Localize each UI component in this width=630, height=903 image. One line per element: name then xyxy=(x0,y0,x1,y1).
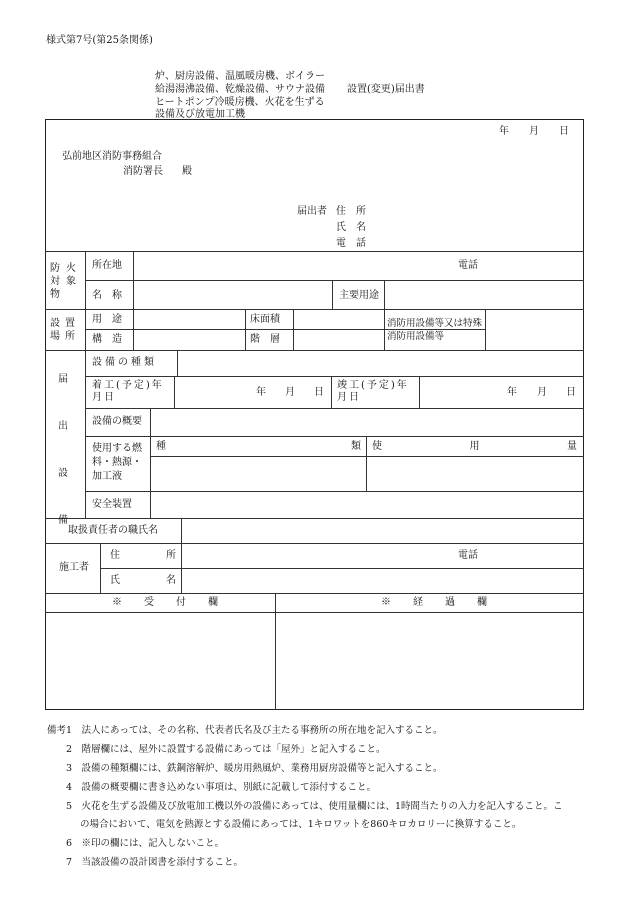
rule xyxy=(275,593,276,710)
rule xyxy=(419,376,420,408)
note-3: 3 設備の種類欄には、鉄鋼溶解炉、暖房用熱風炉、業務用厨房設備等と記入すること。 xyxy=(66,763,443,774)
title-line-4: 設備及び放電加工機 xyxy=(155,109,245,120)
contractor-name: 氏 名 xyxy=(110,575,176,586)
rule xyxy=(45,309,584,310)
rule xyxy=(45,518,584,519)
contractor-label: 施工者 xyxy=(59,562,89,573)
note-7: 7 当該設備の設計図書を添付すること。 xyxy=(66,857,244,868)
equipment-overview: 設備の概要 xyxy=(92,416,142,427)
start-day: 日 xyxy=(314,387,324,398)
rule xyxy=(177,350,178,376)
rule xyxy=(150,456,584,457)
property-name: 名 称 xyxy=(92,290,122,301)
rule xyxy=(45,543,584,544)
rule xyxy=(245,309,246,350)
completion-date-label: 竣工(予定)年月日 xyxy=(337,380,409,403)
location-fire-equipment: 消防用設備等又は特殊消防用設備等 xyxy=(387,318,483,342)
rule xyxy=(150,491,151,518)
rule xyxy=(45,350,584,351)
completion-month: 月 xyxy=(537,387,547,398)
start-year: 年 xyxy=(256,387,266,398)
start-month: 月 xyxy=(285,387,295,398)
rule xyxy=(293,309,294,350)
location-label: 設置場所 xyxy=(50,318,80,342)
note-1: 備考1 法人にあっては、その名称、代表者氏名及び主たる事務所の所在地を記入すること。 xyxy=(47,725,443,736)
recipient-org: 弘前地区消防事務組合 xyxy=(62,151,162,162)
rule xyxy=(332,280,333,309)
rule xyxy=(85,251,86,518)
rule xyxy=(181,543,182,593)
reception-column: ※ 受 付 欄 xyxy=(112,597,224,608)
completion-year: 年 xyxy=(507,387,517,398)
location-floor-area: 床面積 xyxy=(250,314,280,325)
rule xyxy=(45,251,584,252)
notification-label: 届出設備 xyxy=(58,374,68,526)
title-line-2: 給湯湯沸設備、乾燥設備、サウナ設備 xyxy=(155,84,325,95)
note-2: 2 階層欄には、屋外に設置する設備にあっては「屋外」と記入すること。 xyxy=(66,744,386,755)
location-floor: 階 層 xyxy=(250,334,280,345)
applicant-address: 住 所 xyxy=(336,206,366,217)
contractor-address: 住 所 xyxy=(110,550,176,561)
note-5-cont: の場合において、電気を熱源とする設備にあっては、1キロワットを860キロカロリーに換算すること。 xyxy=(80,819,522,830)
form-number: 様式第7号(第25条関係) xyxy=(46,35,153,46)
equipment-type: 設備の種類 xyxy=(92,357,157,368)
rule xyxy=(100,543,101,593)
rule xyxy=(331,376,332,408)
start-date-label: 着工(予定)年月日 xyxy=(92,380,164,403)
date-day: 日 xyxy=(559,126,569,137)
applicant-name: 氏 名 xyxy=(336,222,366,233)
rule xyxy=(174,376,175,408)
note-4: 4 設備の概要欄に書き込めない事項は、別紙に記載して添付すること。 xyxy=(66,782,377,793)
honorific: 殿 xyxy=(182,166,192,177)
rule xyxy=(85,491,584,492)
title-line-3: ヒートポンプ冷暖房機、火花を生ずる xyxy=(155,97,325,108)
rule xyxy=(85,436,584,437)
rule xyxy=(150,408,151,491)
applicant-phone: 電 話 xyxy=(336,238,366,249)
fuel-kind: 種 類 xyxy=(156,441,361,452)
property-label: 防火対象物 xyxy=(50,263,82,300)
property-phone: 電話 xyxy=(458,260,478,271)
rule xyxy=(366,436,367,491)
location-structure: 構 造 xyxy=(92,334,122,345)
rule xyxy=(85,376,584,377)
title-line-1: 炉、厨房設備、温風暖房機、ボイラー xyxy=(155,71,325,82)
title-suffix: 設置(変更)届出書 xyxy=(347,84,425,95)
location-use: 用 途 xyxy=(92,314,122,325)
rule xyxy=(384,309,385,350)
rule xyxy=(85,280,584,281)
contractor-phone: 電話 xyxy=(458,550,478,561)
progress-column: ※ 経 過 欄 xyxy=(381,597,493,608)
rule xyxy=(133,251,134,350)
property-main-use: 主要用途 xyxy=(339,290,379,301)
property-location: 所在地 xyxy=(92,260,122,271)
note-5: 5 火花を生ずる設備及び放電加工機以外の設備にあっては、使用量欄には、1時間当たりの入力を記入すること。こ xyxy=(66,801,563,812)
completion-day: 日 xyxy=(566,387,576,398)
manager-label: 取扱責任者の職氏名 xyxy=(68,525,158,536)
rule xyxy=(485,309,486,350)
note-6: 6 ※印の欄には、記入しないこと。 xyxy=(66,838,225,849)
fuel-amount: 使 用 量 xyxy=(372,441,577,452)
rule xyxy=(45,593,584,594)
rule xyxy=(85,408,584,409)
safety-device: 安全装置 xyxy=(92,499,132,510)
recipient-title: 消防署長 xyxy=(123,166,163,177)
date-month: 月 xyxy=(529,126,539,137)
rule xyxy=(384,280,385,309)
applicant-label: 届出者 xyxy=(297,206,327,217)
rule xyxy=(181,518,182,543)
rule xyxy=(45,612,584,613)
fuel-label: 使用する燃料・熱源・加工液 xyxy=(92,443,142,482)
date-year: 年 xyxy=(499,126,509,137)
rule xyxy=(100,568,584,569)
